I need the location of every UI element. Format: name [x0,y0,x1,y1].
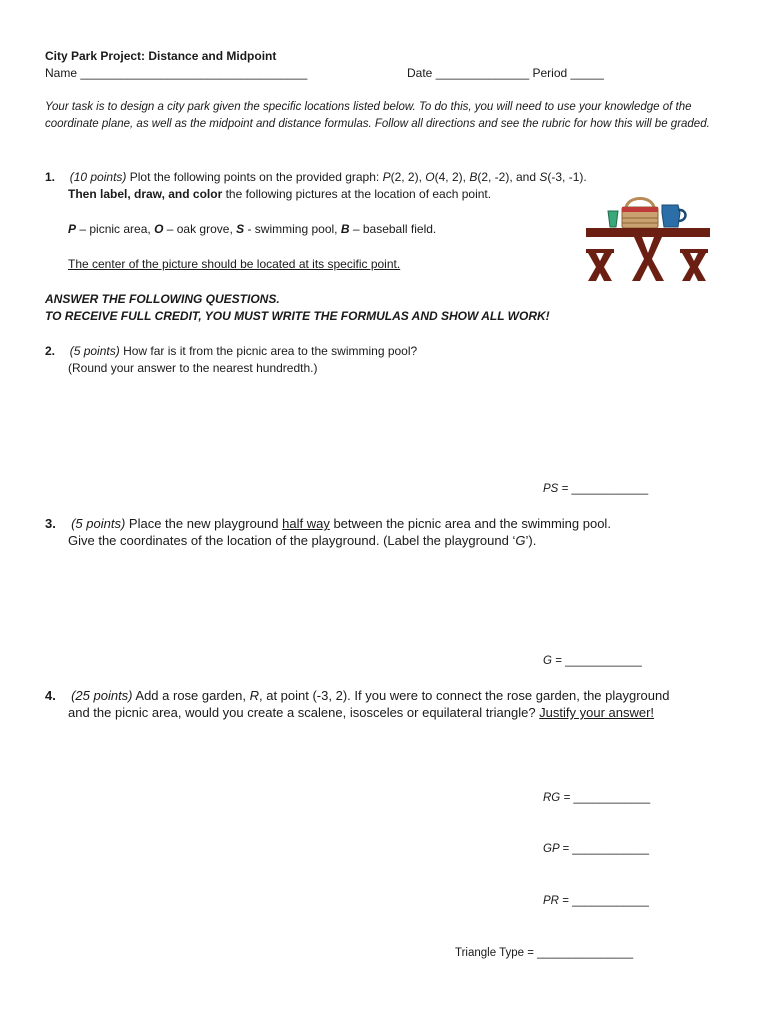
q4-answer-gp [543,843,649,855]
answer-blank: ____________ [572,843,650,855]
q3-answer [543,655,642,667]
legend-letter: O [154,222,164,236]
answer-blank: ____________ [565,655,642,667]
q3-underlined: half way [282,516,330,531]
q1-legend [68,222,436,236]
q1-then-rest: the following pictures at the location of each point. [222,187,492,201]
answer-label: PS = [543,483,572,495]
period-blank: _____ [570,66,604,80]
q4-number: 4. [45,688,56,703]
pitcher-icon [662,205,680,227]
legend-letter: P [68,222,77,236]
q3-text-b: between the picnic area and the swimming pool. [329,516,611,531]
q4-line2-a: and the picnic area, would you create a scalene, isosceles or equilateral triangle? [68,705,540,720]
date-label: Date [407,66,433,80]
period-label: Period [532,66,568,80]
legend-desc: – oak grove, [163,222,237,236]
q1-points: (10 points) [69,170,127,184]
q1-point-letter: O [425,170,435,184]
q2-answer [543,483,648,495]
basket-cloth [622,207,658,212]
answer-label: PR = [543,895,573,907]
q1-point-letter: P [382,170,391,184]
q4-text-b: , at point (-3, 2). If you were to connect the rose garden, the playground [259,688,670,703]
q1-point-letter: B [469,170,478,184]
q2-text: How far is it from the picnic area to the swimming pool? [119,344,418,358]
q1-text: Plot the following points on the provided graph: [126,170,383,184]
q1-line1 [45,170,587,184]
picnic-table-illustration [582,189,714,283]
q4-answer-rg [543,792,650,804]
q2-number: 2. [45,344,56,358]
q1-line2 [68,187,491,201]
instructions-line1: ANSWER THE FOLLOWING QUESTIONS. [45,292,280,306]
answer-blank: ____________ [573,792,651,804]
worksheet-title: City Park Project: Distance and Midpoint [45,49,277,63]
cup-icon [608,211,618,227]
q1-then-bold: Then label, draw, and color [68,187,223,201]
q1-point-coord: (4, 2), [434,170,470,184]
q3-points: (5 points) [71,516,126,531]
q2-line2: (Round your answer to the nearest hundredth.) [68,361,318,375]
triangle-blank: _______________ [537,947,634,959]
q2-line1 [45,344,417,358]
answer-blank: ____________ [571,483,649,495]
q1-number: 1. [45,170,56,184]
q4-answer-pr [543,895,649,907]
date-period-line [407,66,604,80]
answer-blank: ____________ [572,895,649,907]
q2-points: (5 points) [69,344,120,358]
table-top [586,228,710,237]
q3-number: 3. [45,516,56,531]
q3-line2-g: G [515,533,526,548]
q3-line2 [68,533,536,548]
name-blank: __________________________________ [80,66,308,80]
answer-label: RG = [543,792,574,804]
q4-r: R [249,688,259,703]
legend-letter: S [236,222,245,236]
name-line [45,66,307,80]
date-blank: ______________ [435,66,530,80]
instructions-line2: TO RECEIVE FULL CREDIT, YOU MUST WRITE THE FORMULAS AND SHOW ALL WORK! [45,309,550,323]
q4-line2-underlined: Justify your answer! [539,705,655,720]
q3-line1 [45,516,611,531]
legend-desc: - swimming pool, [244,222,341,236]
legend-letter: B [340,222,350,236]
q4-line1 [45,688,669,703]
intro-paragraph: Your task is to design a city park given the specific locations listed below. To do this, you will need to use your knowledge of the coordinate plane, as well as the midpoint and distance formulas. Follow all directions and see the rubric for how this will be graded. [45,101,710,130]
legend-desc: – picnic area, [76,222,155,236]
q4-line2 [68,705,654,720]
answer-label: G = [543,655,566,667]
q1-point-coord: (2, 2), [390,170,426,184]
bench-legs-left [588,253,612,281]
name-label: Name [45,66,78,80]
q4-triangle-type [455,947,633,959]
q3-text-a: Place the new playground [125,516,283,531]
q1-point-coord: (2, -2), and [477,170,540,184]
q4-text-a: Add a rose garden, [132,688,250,703]
table-legs-center [632,237,664,281]
q3-line2-b: ’). [525,533,537,548]
legend-desc: – baseball field. [349,222,437,236]
q1-point-coord: (-3, -1). [547,170,587,184]
answer-label: GP = [543,843,573,855]
q1-point-letter: S [539,170,548,184]
q4-points: (25 points) [71,688,133,703]
triangle-label: Triangle Type = [455,947,538,959]
bench-legs-right [682,253,706,281]
q1-center-note: The center of the picture should be located at its specific point. [68,257,401,271]
q3-line2-a: Give the coordinates of the location of the playground. (Label the playground ‘ [68,533,516,548]
